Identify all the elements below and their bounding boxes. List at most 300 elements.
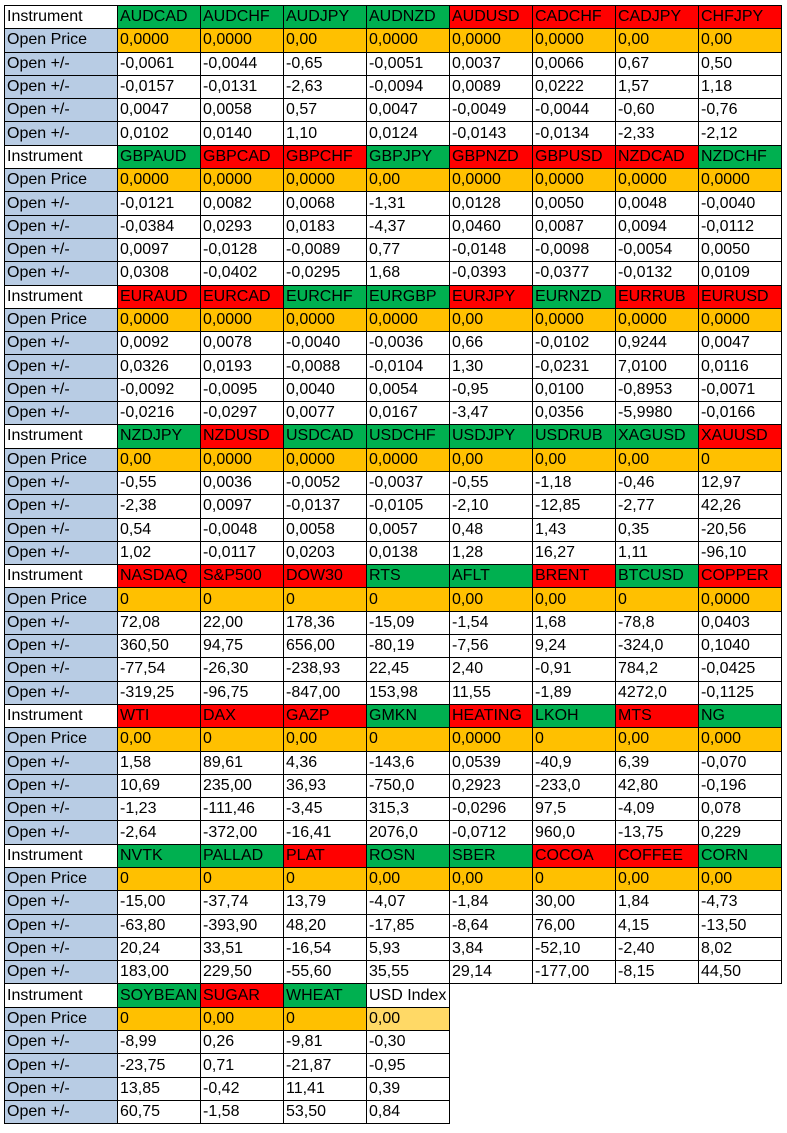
open-delta-cell[interactable]: 0,0058 bbox=[201, 99, 284, 122]
open-delta-cell[interactable]: 0,66 bbox=[450, 332, 533, 355]
open-delta-cell[interactable]: 1,68 bbox=[367, 262, 450, 285]
open-delta-cell[interactable]: 0,0167 bbox=[367, 402, 450, 425]
open-delta-cell[interactable]: -393,90 bbox=[201, 914, 284, 937]
open-delta-cell[interactable]: 6,39 bbox=[616, 751, 699, 774]
instrument-name-cell[interactable]: NVTK bbox=[118, 844, 201, 867]
open-price-cell[interactable]: 0 bbox=[533, 728, 616, 751]
open-delta-cell[interactable]: -0,0040 bbox=[699, 192, 782, 215]
open-delta-cell[interactable]: -80,19 bbox=[367, 635, 450, 658]
open-delta-cell[interactable]: 0,0102 bbox=[118, 122, 201, 145]
open-price-cell[interactable]: 0,0000 bbox=[450, 728, 533, 751]
open-price-cell[interactable]: 0,00 bbox=[616, 29, 699, 52]
open-price-cell[interactable]: 0 bbox=[616, 588, 699, 611]
open-price-cell[interactable]: 0 bbox=[201, 588, 284, 611]
open-delta-cell[interactable]: 1,02 bbox=[118, 541, 201, 564]
open-delta-cell[interactable]: -20,56 bbox=[699, 518, 782, 541]
open-delta-cell[interactable]: 4,36 bbox=[284, 751, 367, 774]
open-delta-cell[interactable]: 0,0037 bbox=[450, 52, 533, 75]
open-price-cell[interactable]: 0,0000 bbox=[367, 29, 450, 52]
open-delta-cell[interactable]: 1,28 bbox=[450, 541, 533, 564]
open-delta-cell[interactable]: -8,64 bbox=[450, 914, 533, 937]
open-delta-cell[interactable]: 0,0058 bbox=[284, 518, 367, 541]
open-delta-cell[interactable]: 53,50 bbox=[284, 1100, 367, 1123]
open-delta-cell[interactable]: 0,0057 bbox=[367, 518, 450, 541]
open-delta-cell[interactable]: 12,97 bbox=[699, 471, 782, 494]
open-delta-cell[interactable]: -2,77 bbox=[616, 495, 699, 518]
open-delta-cell[interactable]: -0,0104 bbox=[367, 355, 450, 378]
open-delta-cell[interactable]: -0,0036 bbox=[367, 332, 450, 355]
open-delta-cell[interactable]: 178,36 bbox=[284, 611, 367, 634]
open-price-cell[interactable]: 0 bbox=[284, 588, 367, 611]
open-price-cell[interactable]: 0,0000 bbox=[533, 29, 616, 52]
open-delta-cell[interactable]: -7,56 bbox=[450, 635, 533, 658]
open-delta-cell[interactable]: 0,0066 bbox=[533, 52, 616, 75]
open-delta-cell[interactable]: -0,0132 bbox=[616, 262, 699, 285]
open-delta-cell[interactable]: -0,0148 bbox=[450, 238, 533, 261]
open-delta-cell[interactable]: 0,0308 bbox=[118, 262, 201, 285]
open-delta-cell[interactable]: -233,0 bbox=[533, 774, 616, 797]
open-delta-cell[interactable]: -177,00 bbox=[533, 961, 616, 984]
open-delta-cell[interactable]: 0,0097 bbox=[118, 238, 201, 261]
instrument-name-cell[interactable]: PLAT bbox=[284, 844, 367, 867]
open-price-cell[interactable]: 0,0000 bbox=[201, 169, 284, 192]
open-delta-cell[interactable]: -0,60 bbox=[616, 99, 699, 122]
open-delta-cell[interactable]: 0,229 bbox=[699, 821, 782, 844]
instrument-name-cell[interactable]: GBPCHF bbox=[284, 145, 367, 168]
open-delta-cell[interactable]: 315,3 bbox=[367, 798, 450, 821]
open-delta-cell[interactable]: 0,0222 bbox=[533, 75, 616, 98]
open-delta-cell[interactable]: 0,078 bbox=[699, 798, 782, 821]
open-delta-cell[interactable]: 4,15 bbox=[616, 914, 699, 937]
open-delta-cell[interactable]: -9,81 bbox=[284, 1031, 367, 1054]
open-delta-cell[interactable]: -0,1125 bbox=[699, 681, 782, 704]
instrument-name-cell[interactable]: USDJPY bbox=[450, 425, 533, 448]
open-delta-cell[interactable]: 0,0048 bbox=[616, 192, 699, 215]
open-delta-cell[interactable]: -21,87 bbox=[284, 1054, 367, 1077]
open-delta-cell[interactable]: -3,47 bbox=[450, 402, 533, 425]
open-delta-cell[interactable]: 7,0100 bbox=[616, 355, 699, 378]
open-delta-cell[interactable]: 0,0097 bbox=[201, 495, 284, 518]
open-price-cell[interactable]: 0,00 bbox=[533, 448, 616, 471]
open-delta-cell[interactable]: -0,0131 bbox=[201, 75, 284, 98]
open-delta-cell[interactable]: 0,35 bbox=[616, 518, 699, 541]
open-delta-cell[interactable]: -13,50 bbox=[699, 914, 782, 937]
open-price-cell[interactable]: 0,0000 bbox=[699, 308, 782, 331]
open-delta-cell[interactable]: 48,20 bbox=[284, 914, 367, 937]
open-delta-cell[interactable]: -0,0134 bbox=[533, 122, 616, 145]
open-delta-cell[interactable]: -0,0061 bbox=[118, 52, 201, 75]
open-delta-cell[interactable]: -13,75 bbox=[616, 821, 699, 844]
instrument-name-cell[interactable]: EURRUB bbox=[616, 285, 699, 308]
open-price-cell[interactable]: 0,0000 bbox=[118, 308, 201, 331]
open-price-cell[interactable]: 0,00 bbox=[367, 867, 450, 890]
instrument-name-cell[interactable]: AUDCHF bbox=[201, 6, 284, 29]
open-delta-cell[interactable]: 1,84 bbox=[616, 891, 699, 914]
open-delta-cell[interactable]: -77,54 bbox=[118, 658, 201, 681]
open-delta-cell[interactable]: -4,37 bbox=[367, 215, 450, 238]
open-delta-cell[interactable]: -4,73 bbox=[699, 891, 782, 914]
open-delta-cell[interactable]: 0,0109 bbox=[699, 262, 782, 285]
open-delta-cell[interactable]: -0,0295 bbox=[284, 262, 367, 285]
open-delta-cell[interactable]: 1,57 bbox=[616, 75, 699, 98]
instrument-name-cell[interactable]: ROSN bbox=[367, 844, 450, 867]
open-price-cell[interactable]: 0,00 bbox=[284, 728, 367, 751]
instrument-name-cell[interactable]: AUDNZD bbox=[367, 6, 450, 29]
open-delta-cell[interactable]: -0,0377 bbox=[533, 262, 616, 285]
open-delta-cell[interactable]: 0,0128 bbox=[450, 192, 533, 215]
open-delta-cell[interactable]: 0,0077 bbox=[284, 402, 367, 425]
open-delta-cell[interactable]: 4272,0 bbox=[616, 681, 699, 704]
instrument-name-cell[interactable]: NZDCAD bbox=[616, 145, 699, 168]
open-price-cell[interactable]: 0 bbox=[699, 448, 782, 471]
instrument-name-cell[interactable]: CHFJPY bbox=[699, 6, 782, 29]
open-delta-cell[interactable]: 76,00 bbox=[533, 914, 616, 937]
open-delta-cell[interactable]: 60,75 bbox=[118, 1100, 201, 1123]
open-delta-cell[interactable]: 0,26 bbox=[201, 1031, 284, 1054]
open-price-cell[interactable]: 0,0000 bbox=[616, 169, 699, 192]
instrument-name-cell[interactable]: WHEAT bbox=[284, 984, 367, 1007]
instrument-name-cell[interactable]: DAX bbox=[201, 704, 284, 727]
open-delta-cell[interactable]: 20,24 bbox=[118, 937, 201, 960]
open-delta-cell[interactable]: -0,0094 bbox=[367, 75, 450, 98]
open-delta-cell[interactable]: -0,070 bbox=[699, 751, 782, 774]
instrument-name-cell[interactable]: CADCHF bbox=[533, 6, 616, 29]
open-delta-cell[interactable]: -0,0393 bbox=[450, 262, 533, 285]
open-delta-cell[interactable]: -0,42 bbox=[201, 1077, 284, 1100]
instrument-name-cell[interactable]: EURGBP bbox=[367, 285, 450, 308]
open-delta-cell[interactable]: -0,0157 bbox=[118, 75, 201, 98]
open-delta-cell[interactable]: -0,0095 bbox=[201, 378, 284, 401]
open-delta-cell[interactable]: 9,24 bbox=[533, 635, 616, 658]
open-delta-cell[interactable]: -0,0092 bbox=[118, 378, 201, 401]
open-delta-cell[interactable]: -0,0231 bbox=[533, 355, 616, 378]
open-delta-cell[interactable]: -5,9980 bbox=[616, 402, 699, 425]
open-delta-cell[interactable]: -0,0402 bbox=[201, 262, 284, 285]
open-delta-cell[interactable]: -750,0 bbox=[367, 774, 450, 797]
instrument-name-cell[interactable]: SBER bbox=[450, 844, 533, 867]
open-delta-cell[interactable]: -0,0054 bbox=[616, 238, 699, 261]
open-delta-cell[interactable]: -0,0037 bbox=[367, 471, 450, 494]
open-delta-cell[interactable]: 183,00 bbox=[118, 961, 201, 984]
instrument-name-cell[interactable]: AUDUSD bbox=[450, 6, 533, 29]
open-delta-cell[interactable]: -26,30 bbox=[201, 658, 284, 681]
open-delta-cell[interactable]: -0,0712 bbox=[450, 821, 533, 844]
open-delta-cell[interactable]: -0,0052 bbox=[284, 471, 367, 494]
open-delta-cell[interactable]: 5,93 bbox=[367, 937, 450, 960]
open-price-cell[interactable]: 0,0000 bbox=[450, 29, 533, 52]
open-price-cell[interactable]: 0,00 bbox=[201, 1007, 284, 1030]
instrument-name-cell[interactable]: NZDJPY bbox=[118, 425, 201, 448]
open-delta-cell[interactable]: -238,93 bbox=[284, 658, 367, 681]
open-delta-cell[interactable]: -111,46 bbox=[201, 798, 284, 821]
open-delta-cell[interactable]: 1,68 bbox=[533, 611, 616, 634]
open-delta-cell[interactable]: -0,0143 bbox=[450, 122, 533, 145]
open-delta-cell[interactable]: -2,10 bbox=[450, 495, 533, 518]
open-delta-cell[interactable]: 0,71 bbox=[201, 1054, 284, 1077]
instrument-name-cell[interactable]: HEATING bbox=[450, 704, 533, 727]
open-delta-cell[interactable]: -96,75 bbox=[201, 681, 284, 704]
open-price-cell[interactable]: 0,0000 bbox=[284, 448, 367, 471]
open-delta-cell[interactable]: 0,9244 bbox=[616, 332, 699, 355]
open-delta-cell[interactable]: 0,0356 bbox=[533, 402, 616, 425]
instrument-name-cell[interactable]: MTS bbox=[616, 704, 699, 727]
open-delta-cell[interactable]: 0,0082 bbox=[201, 192, 284, 215]
open-delta-cell[interactable]: 0,0047 bbox=[699, 332, 782, 355]
open-delta-cell[interactable]: 1,58 bbox=[118, 751, 201, 774]
open-delta-cell[interactable]: -0,0384 bbox=[118, 215, 201, 238]
instrument-name-cell[interactable]: GBPJPY bbox=[367, 145, 450, 168]
open-delta-cell[interactable]: -0,0128 bbox=[201, 238, 284, 261]
open-delta-cell[interactable]: 0,0094 bbox=[616, 215, 699, 238]
open-delta-cell[interactable]: -0,65 bbox=[284, 52, 367, 75]
open-delta-cell[interactable]: 0,0460 bbox=[450, 215, 533, 238]
instrument-name-cell[interactable]: GBPUSD bbox=[533, 145, 616, 168]
instrument-name-cell[interactable]: AFLT bbox=[450, 565, 533, 588]
open-delta-cell[interactable]: -2,33 bbox=[616, 122, 699, 145]
open-delta-cell[interactable]: 0,0047 bbox=[118, 99, 201, 122]
open-delta-cell[interactable]: 360,50 bbox=[118, 635, 201, 658]
open-delta-cell[interactable]: -15,09 bbox=[367, 611, 450, 634]
open-delta-cell[interactable]: -847,00 bbox=[284, 681, 367, 704]
open-delta-cell[interactable]: 0,84 bbox=[367, 1100, 450, 1123]
instrument-name-cell[interactable]: EURUSD bbox=[699, 285, 782, 308]
open-delta-cell[interactable]: 22,45 bbox=[367, 658, 450, 681]
instrument-name-cell[interactable]: USD Index bbox=[367, 984, 450, 1007]
open-delta-cell[interactable]: 0,2923 bbox=[450, 774, 533, 797]
open-price-cell[interactable]: 0,0000 bbox=[533, 169, 616, 192]
open-delta-cell[interactable]: 0,0078 bbox=[201, 332, 284, 355]
open-delta-cell[interactable]: -96,10 bbox=[699, 541, 782, 564]
open-delta-cell[interactable]: -1,58 bbox=[201, 1100, 284, 1123]
instrument-name-cell[interactable]: BTCUSD bbox=[616, 565, 699, 588]
instrument-name-cell[interactable]: NASDAQ bbox=[118, 565, 201, 588]
open-delta-cell[interactable]: -2,64 bbox=[118, 821, 201, 844]
open-price-cell[interactable]: 0 bbox=[118, 588, 201, 611]
open-delta-cell[interactable]: 0,0100 bbox=[533, 378, 616, 401]
open-delta-cell[interactable]: 0,48 bbox=[450, 518, 533, 541]
instrument-name-cell[interactable]: DOW30 bbox=[284, 565, 367, 588]
instrument-name-cell[interactable]: GAZP bbox=[284, 704, 367, 727]
open-price-cell[interactable]: 0,00 bbox=[533, 588, 616, 611]
open-price-cell[interactable]: 0 bbox=[201, 867, 284, 890]
open-delta-cell[interactable]: -8,15 bbox=[616, 961, 699, 984]
open-price-cell[interactable]: 0 bbox=[118, 867, 201, 890]
open-price-cell[interactable]: 0,0000 bbox=[201, 448, 284, 471]
instrument-name-cell[interactable]: XAGUSD bbox=[616, 425, 699, 448]
open-delta-cell[interactable]: 8,02 bbox=[699, 937, 782, 960]
instrument-name-cell[interactable]: COCOA bbox=[533, 844, 616, 867]
open-delta-cell[interactable]: -2,12 bbox=[699, 122, 782, 145]
open-delta-cell[interactable]: -143,6 bbox=[367, 751, 450, 774]
open-delta-cell[interactable]: -8,99 bbox=[118, 1031, 201, 1054]
open-delta-cell[interactable]: -0,0166 bbox=[699, 402, 782, 425]
open-delta-cell[interactable]: 0,0047 bbox=[367, 99, 450, 122]
open-delta-cell[interactable]: 0,0116 bbox=[699, 355, 782, 378]
open-delta-cell[interactable]: 2076,0 bbox=[367, 821, 450, 844]
open-delta-cell[interactable]: -0,95 bbox=[367, 1054, 450, 1077]
open-price-cell[interactable]: 0,00 bbox=[367, 1007, 450, 1030]
open-price-cell[interactable]: 0,0000 bbox=[201, 29, 284, 52]
instrument-name-cell[interactable]: GBPCAD bbox=[201, 145, 284, 168]
open-delta-cell[interactable]: -2,40 bbox=[616, 937, 699, 960]
open-delta-cell[interactable]: 22,00 bbox=[201, 611, 284, 634]
open-delta-cell[interactable]: 235,00 bbox=[201, 774, 284, 797]
open-delta-cell[interactable]: -55,60 bbox=[284, 961, 367, 984]
open-delta-cell[interactable]: -0,8953 bbox=[616, 378, 699, 401]
open-delta-cell[interactable]: -0,0296 bbox=[450, 798, 533, 821]
instrument-name-cell[interactable]: EURAUD bbox=[118, 285, 201, 308]
instrument-name-cell[interactable]: EURCHF bbox=[284, 285, 367, 308]
open-delta-cell[interactable]: 0,0203 bbox=[284, 541, 367, 564]
open-price-cell[interactable]: 0,0000 bbox=[533, 308, 616, 331]
open-delta-cell[interactable]: 153,98 bbox=[367, 681, 450, 704]
open-price-cell[interactable]: 0,00 bbox=[118, 448, 201, 471]
open-price-cell[interactable]: 0,0000 bbox=[699, 588, 782, 611]
open-delta-cell[interactable]: 11,55 bbox=[450, 681, 533, 704]
open-delta-cell[interactable]: -0,0088 bbox=[284, 355, 367, 378]
open-delta-cell[interactable]: -0,0089 bbox=[284, 238, 367, 261]
open-price-cell[interactable]: 0 bbox=[201, 728, 284, 751]
open-delta-cell[interactable]: -0,0049 bbox=[450, 99, 533, 122]
open-delta-cell[interactable]: -0,95 bbox=[450, 378, 533, 401]
open-delta-cell[interactable]: 960,0 bbox=[533, 821, 616, 844]
open-delta-cell[interactable]: 42,26 bbox=[699, 495, 782, 518]
open-delta-cell[interactable]: -17,85 bbox=[367, 914, 450, 937]
open-delta-cell[interactable]: 30,00 bbox=[533, 891, 616, 914]
open-delta-cell[interactable]: 29,14 bbox=[450, 961, 533, 984]
open-delta-cell[interactable]: -0,0040 bbox=[284, 332, 367, 355]
open-delta-cell[interactable]: 13,85 bbox=[118, 1077, 201, 1100]
open-delta-cell[interactable]: -37,74 bbox=[201, 891, 284, 914]
open-delta-cell[interactable]: -2,38 bbox=[118, 495, 201, 518]
instrument-name-cell[interactable]: AUDJPY bbox=[284, 6, 367, 29]
open-delta-cell[interactable]: -2,63 bbox=[284, 75, 367, 98]
open-delta-cell[interactable]: 44,50 bbox=[699, 961, 782, 984]
open-delta-cell[interactable]: 0,0326 bbox=[118, 355, 201, 378]
open-delta-cell[interactable]: -0,196 bbox=[699, 774, 782, 797]
open-delta-cell[interactable]: -16,41 bbox=[284, 821, 367, 844]
open-price-cell[interactable]: 0 bbox=[284, 1007, 367, 1030]
open-delta-cell[interactable]: -78,8 bbox=[616, 611, 699, 634]
instrument-name-cell[interactable]: COPPER bbox=[699, 565, 782, 588]
open-delta-cell[interactable]: 13,79 bbox=[284, 891, 367, 914]
open-delta-cell[interactable]: 0,0089 bbox=[450, 75, 533, 98]
instrument-name-cell[interactable]: SOYBEAN bbox=[118, 984, 201, 1007]
open-delta-cell[interactable]: 1,30 bbox=[450, 355, 533, 378]
instrument-name-cell[interactable]: GMKN bbox=[367, 704, 450, 727]
open-delta-cell[interactable]: 89,61 bbox=[201, 751, 284, 774]
open-delta-cell[interactable]: 0,0140 bbox=[201, 122, 284, 145]
open-delta-cell[interactable]: 0,39 bbox=[367, 1077, 450, 1100]
open-delta-cell[interactable]: -372,00 bbox=[201, 821, 284, 844]
open-delta-cell[interactable]: 0,0068 bbox=[284, 192, 367, 215]
instrument-name-cell[interactable]: WTI bbox=[118, 704, 201, 727]
open-price-cell[interactable]: 0,0000 bbox=[367, 308, 450, 331]
open-delta-cell[interactable]: 94,75 bbox=[201, 635, 284, 658]
open-delta-cell[interactable]: -0,0117 bbox=[201, 541, 284, 564]
open-delta-cell[interactable]: 0,50 bbox=[699, 52, 782, 75]
open-delta-cell[interactable]: -0,0102 bbox=[533, 332, 616, 355]
open-delta-cell[interactable]: -0,0112 bbox=[699, 215, 782, 238]
open-delta-cell[interactable]: -0,0105 bbox=[367, 495, 450, 518]
open-delta-cell[interactable]: -0,0048 bbox=[201, 518, 284, 541]
open-delta-cell[interactable]: 0,0092 bbox=[118, 332, 201, 355]
open-delta-cell[interactable]: -1,89 bbox=[533, 681, 616, 704]
open-delta-cell[interactable]: 0,0087 bbox=[533, 215, 616, 238]
open-delta-cell[interactable]: -1,84 bbox=[450, 891, 533, 914]
open-delta-cell[interactable]: -0,30 bbox=[367, 1031, 450, 1054]
instrument-name-cell[interactable]: EURCAD bbox=[201, 285, 284, 308]
open-delta-cell[interactable]: 0,54 bbox=[118, 518, 201, 541]
instrument-name-cell[interactable]: NZDCHF bbox=[699, 145, 782, 168]
open-delta-cell[interactable]: 16,27 bbox=[533, 541, 616, 564]
open-delta-cell[interactable]: 1,11 bbox=[616, 541, 699, 564]
instrument-name-cell[interactable]: PALLAD bbox=[201, 844, 284, 867]
open-delta-cell[interactable]: 0,0539 bbox=[450, 751, 533, 774]
open-delta-cell[interactable]: 0,0193 bbox=[201, 355, 284, 378]
open-delta-cell[interactable]: 35,55 bbox=[367, 961, 450, 984]
open-delta-cell[interactable]: 656,00 bbox=[284, 635, 367, 658]
open-price-cell[interactable]: 0,00 bbox=[699, 29, 782, 52]
open-price-cell[interactable]: 0,0000 bbox=[201, 308, 284, 331]
instrument-name-cell[interactable]: NG bbox=[699, 704, 782, 727]
instrument-name-cell[interactable]: EURNZD bbox=[533, 285, 616, 308]
open-delta-cell[interactable]: 0,0183 bbox=[284, 215, 367, 238]
open-delta-cell[interactable]: -0,46 bbox=[616, 471, 699, 494]
open-delta-cell[interactable]: 0,0138 bbox=[367, 541, 450, 564]
open-delta-cell[interactable]: 229,50 bbox=[201, 961, 284, 984]
open-delta-cell[interactable]: -15,00 bbox=[118, 891, 201, 914]
open-delta-cell[interactable]: 1,43 bbox=[533, 518, 616, 541]
open-delta-cell[interactable]: 0,0054 bbox=[367, 378, 450, 401]
open-delta-cell[interactable]: 0,0293 bbox=[201, 215, 284, 238]
open-price-cell[interactable]: 0,00 bbox=[450, 448, 533, 471]
open-price-cell[interactable]: 0 bbox=[118, 1007, 201, 1030]
open-delta-cell[interactable]: -1,54 bbox=[450, 611, 533, 634]
open-delta-cell[interactable]: -0,91 bbox=[533, 658, 616, 681]
open-delta-cell[interactable]: 33,51 bbox=[201, 937, 284, 960]
open-delta-cell[interactable]: -1,18 bbox=[533, 471, 616, 494]
open-delta-cell[interactable]: 0,67 bbox=[616, 52, 699, 75]
instrument-name-cell[interactable]: BRENT bbox=[533, 565, 616, 588]
instrument-name-cell[interactable]: USDRUB bbox=[533, 425, 616, 448]
open-delta-cell[interactable]: -3,45 bbox=[284, 798, 367, 821]
open-price-cell[interactable]: 0,0000 bbox=[450, 169, 533, 192]
open-price-cell[interactable]: 0 bbox=[533, 867, 616, 890]
open-delta-cell[interactable]: -0,0121 bbox=[118, 192, 201, 215]
open-price-cell[interactable]: 0,00 bbox=[367, 169, 450, 192]
open-delta-cell[interactable]: 1,10 bbox=[284, 122, 367, 145]
open-delta-cell[interactable]: -0,55 bbox=[118, 471, 201, 494]
open-delta-cell[interactable]: 0,77 bbox=[367, 238, 450, 261]
open-delta-cell[interactable]: -0,0216 bbox=[118, 402, 201, 425]
instrument-name-cell[interactable]: USDCAD bbox=[284, 425, 367, 448]
instrument-name-cell[interactable]: USDCHF bbox=[367, 425, 450, 448]
open-delta-cell[interactable]: -16,54 bbox=[284, 937, 367, 960]
open-delta-cell[interactable]: 97,5 bbox=[533, 798, 616, 821]
open-price-cell[interactable]: 0 bbox=[367, 728, 450, 751]
open-price-cell[interactable]: 0,000 bbox=[699, 728, 782, 751]
open-delta-cell[interactable]: -0,0425 bbox=[699, 658, 782, 681]
instrument-name-cell[interactable]: SUGAR bbox=[201, 984, 284, 1007]
instrument-name-cell[interactable]: LKOH bbox=[533, 704, 616, 727]
open-delta-cell[interactable]: 0,0050 bbox=[699, 238, 782, 261]
open-price-cell[interactable]: 0,00 bbox=[699, 867, 782, 890]
open-delta-cell[interactable]: 2,40 bbox=[450, 658, 533, 681]
instrument-name-cell[interactable]: RTS bbox=[367, 565, 450, 588]
open-price-cell[interactable]: 0,00 bbox=[616, 448, 699, 471]
open-delta-cell[interactable]: 0,57 bbox=[284, 99, 367, 122]
